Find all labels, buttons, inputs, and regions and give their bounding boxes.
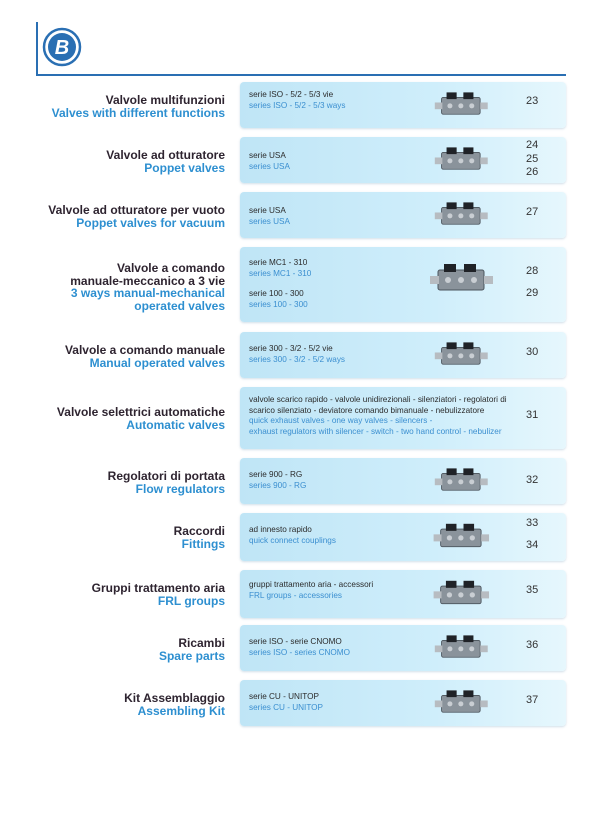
series-english: series 300 - 3/2 - 5/2 ways	[249, 354, 346, 364]
section-title	[92, 582, 225, 607]
series-english: series 100 - 300	[249, 299, 308, 309]
title-english: Fittings	[181, 536, 225, 551]
page-number-link[interactable]: 26	[526, 166, 539, 178]
page-number-link[interactable]: 35	[526, 584, 539, 596]
title-english: Automatic valves	[126, 417, 225, 432]
page-numbers[interactable]	[526, 206, 538, 220]
page-numbers[interactable]	[526, 694, 538, 708]
page-number-link[interactable]: 31	[526, 409, 539, 421]
title-italian: Kit Assemblaggio	[124, 691, 225, 705]
series-english: series ISO - series CNOMO	[249, 647, 350, 657]
page-numbers[interactable]	[526, 346, 538, 360]
series-description	[249, 580, 373, 601]
series-english: series MC1 - 310	[249, 268, 312, 278]
product-image-icon	[410, 334, 510, 376]
section-panel[interactable]	[240, 332, 566, 378]
product-image-icon	[410, 572, 510, 616]
title-english: Poppet valves	[144, 160, 225, 175]
series-english: exhaust regulators with silencer - switch - two hand control - nebulizer	[249, 426, 502, 436]
series-english: series USA	[249, 216, 290, 226]
title-english: 3 ways manual-mechanical	[70, 286, 225, 300]
series-description	[249, 406, 484, 417]
page-number-link[interactable]: 37	[526, 694, 539, 706]
title-english: Flow regulators	[135, 481, 225, 496]
section-panel[interactable]	[240, 680, 566, 726]
section-title	[70, 262, 225, 312]
section-title	[65, 344, 225, 369]
series-description	[249, 427, 502, 438]
product-image-icon	[410, 194, 510, 236]
title-italian: Valvole ad otturatore per vuoto	[48, 203, 225, 217]
series-english: series ISO - 5/2 - 5/3 ways	[249, 100, 346, 110]
series-description	[249, 151, 290, 172]
title-italian: Valvole multifunzioni	[105, 93, 225, 107]
section-panel[interactable]	[240, 387, 566, 449]
brand-logo-icon	[42, 27, 82, 67]
title-italian: Raccordi	[173, 524, 225, 538]
title-english: Assembling Kit	[137, 703, 225, 718]
series-description	[249, 395, 507, 406]
series-english: quick connect couplings	[249, 535, 336, 545]
product-image-icon	[410, 682, 510, 724]
title-english: Manual operated valves	[89, 355, 225, 370]
page-number-link[interactable]: 24	[526, 139, 539, 151]
title-italian: Valvole ad otturatore	[106, 148, 225, 162]
section-title	[52, 94, 225, 119]
page-number-link[interactable]: 34	[526, 538, 539, 551]
section-title	[57, 406, 225, 431]
header-vertical-rule	[36, 22, 38, 76]
title-italian: Gruppi trattamento aria	[91, 581, 225, 595]
section-title	[108, 470, 225, 495]
title-italian: Ricambi	[178, 636, 225, 650]
product-image-icon	[410, 515, 510, 559]
page-number-link[interactable]: 30	[526, 346, 539, 358]
series-description	[249, 258, 311, 279]
header-rule	[36, 74, 566, 76]
title-english: Valves with different functions	[51, 105, 225, 120]
series-italian: valvole scarico rapido - valvole unidirezionali - silenziatori - regolatori di	[249, 395, 507, 404]
series-description	[249, 416, 432, 427]
series-english: series CU - UNITOP	[249, 702, 323, 712]
title-italian: Valvole a comando manuale	[64, 343, 225, 357]
section-title	[106, 149, 225, 174]
product-image-icon	[410, 627, 510, 669]
series-italian: ad innesto rapido	[249, 525, 312, 534]
page-number-link[interactable]: 32	[526, 474, 539, 486]
series-italian: serie USA	[249, 151, 286, 160]
page-number-link[interactable]: 29	[526, 286, 539, 299]
section-panel[interactable]	[240, 192, 566, 238]
series-italian: serie ISO - serie CNOMO	[249, 637, 342, 646]
title-italian: manuale-meccanico a 3 vie	[70, 273, 225, 288]
section-panel[interactable]	[240, 625, 566, 671]
series-description	[249, 470, 306, 491]
section-panel[interactable]	[240, 247, 566, 322]
product-image-icon	[410, 139, 510, 181]
section-title	[174, 525, 225, 550]
title-italian: Valvole selettrici automatiche	[56, 405, 225, 419]
title-english: FRL groups	[157, 593, 225, 608]
svg-text:B: B	[54, 37, 70, 59]
section-title	[159, 637, 225, 662]
series-italian: serie MC1 - 310	[249, 258, 308, 267]
series-italian: serie 900 - RG	[249, 470, 303, 479]
series-english: FRL groups - accessories	[249, 590, 342, 600]
section-panel[interactable]	[240, 513, 566, 561]
product-image-icon	[410, 249, 510, 309]
series-description	[249, 206, 290, 227]
page-number-link[interactable]: 28	[526, 265, 539, 277]
page-number-link[interactable]: 36	[526, 639, 539, 651]
series-description	[249, 525, 336, 546]
series-description	[249, 344, 345, 365]
series-description	[249, 637, 350, 658]
title-english: Spare parts	[158, 648, 225, 663]
series-english: series 900 - RG	[249, 480, 307, 490]
page-numbers[interactable]	[526, 474, 538, 488]
page-numbers[interactable]	[526, 95, 538, 109]
title-italian: Regolatori di portata	[107, 469, 225, 483]
page-numbers[interactable]	[526, 409, 538, 423]
series-description	[249, 289, 308, 310]
section-panel[interactable]	[240, 458, 566, 504]
page-numbers[interactable]	[526, 139, 538, 180]
page-number-link[interactable]: 33	[526, 517, 539, 529]
series-italian: serie 300 - 3/2 - 5/2 vie	[249, 344, 333, 353]
series-italian: scarico silenziato - deviatore comando bimanuale - nebulizzatore	[249, 405, 485, 415]
series-italian: serie USA	[249, 206, 286, 215]
series-italian: serie 100 - 300	[249, 289, 304, 298]
section-panel[interactable]	[240, 137, 566, 183]
section-title	[48, 204, 225, 229]
product-image-icon	[410, 84, 510, 126]
page-number-link[interactable]: 25	[526, 152, 539, 165]
series-description	[249, 90, 345, 111]
page-numbers[interactable]	[526, 265, 538, 300]
section-title	[124, 692, 225, 717]
page-number-link[interactable]: 27	[526, 206, 539, 218]
product-image-icon	[410, 460, 510, 502]
section-panel[interactable]	[240, 570, 566, 618]
series-italian: serie ISO - 5/2 - 5/3 vie	[249, 90, 334, 99]
title-english: Poppet valves for vacuum	[76, 215, 225, 230]
title-italian: Valvole a comando	[116, 261, 225, 275]
series-italian: serie CU - UNITOP	[249, 692, 319, 701]
page-number-link[interactable]: 23	[526, 95, 539, 107]
page-numbers[interactable]	[526, 584, 538, 598]
series-description	[249, 692, 323, 713]
section-panel[interactable]	[240, 82, 566, 128]
page-numbers[interactable]	[526, 517, 538, 552]
series-italian: gruppi trattamento aria - accessori	[249, 580, 374, 589]
page-numbers[interactable]	[526, 639, 538, 653]
title-english: operated valves	[134, 298, 225, 313]
series-english: series USA	[249, 161, 290, 171]
series-english: quick exhaust valves - one way valves - silencers -	[249, 416, 433, 425]
